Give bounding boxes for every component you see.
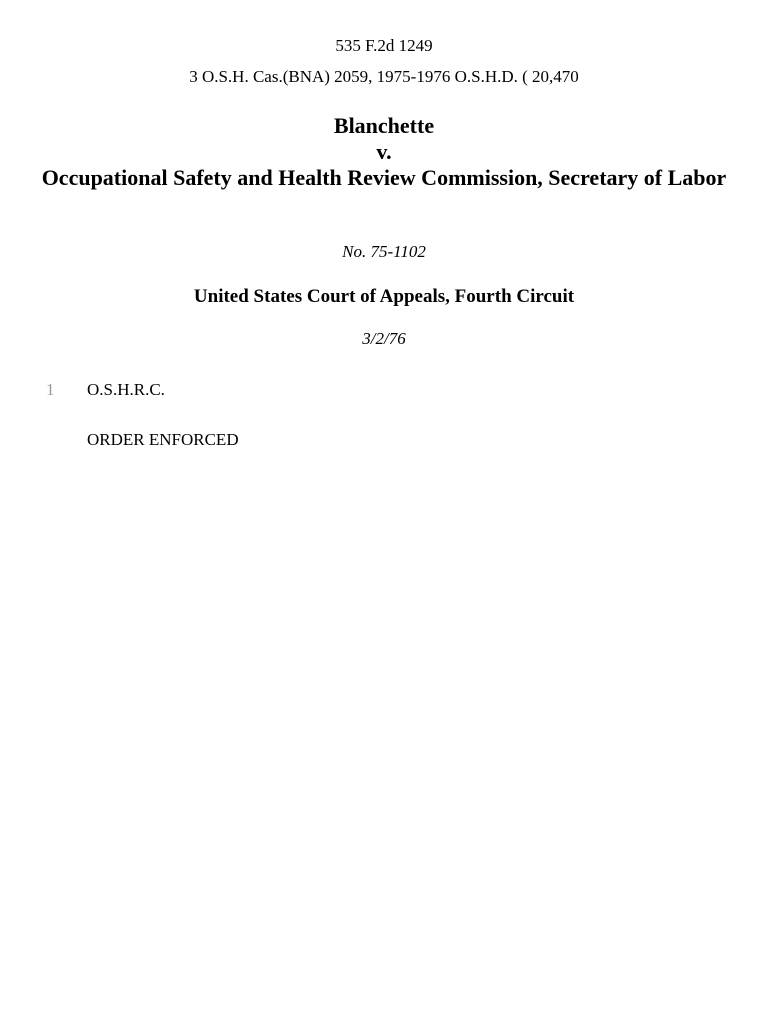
decision-date: 3/2/76: [362, 329, 406, 348]
respondent-name: Occupational Safety and Health Review Commission, Secretary of Labor: [41, 165, 727, 190]
case-caption: [30, 113, 738, 191]
citation-reporter: 535 F.2d 1249: [335, 36, 433, 55]
petitioner-name: Blanchette: [333, 113, 435, 138]
disposition: ORDER ENFORCED: [87, 430, 239, 449]
docket-number: No. 75-1102: [342, 242, 426, 261]
paragraph-text: O.S.H.R.C.: [87, 380, 165, 399]
paragraph-number: 1: [46, 380, 55, 399]
citation-parallel: 3 O.S.H. Cas.(BNA) 2059, 1975-1976 O.S.H.D. ( 20,470: [189, 67, 579, 86]
versus-label: v.: [376, 139, 392, 164]
court-name: United States Court of Appeals, Fourth Circuit: [193, 286, 575, 307]
